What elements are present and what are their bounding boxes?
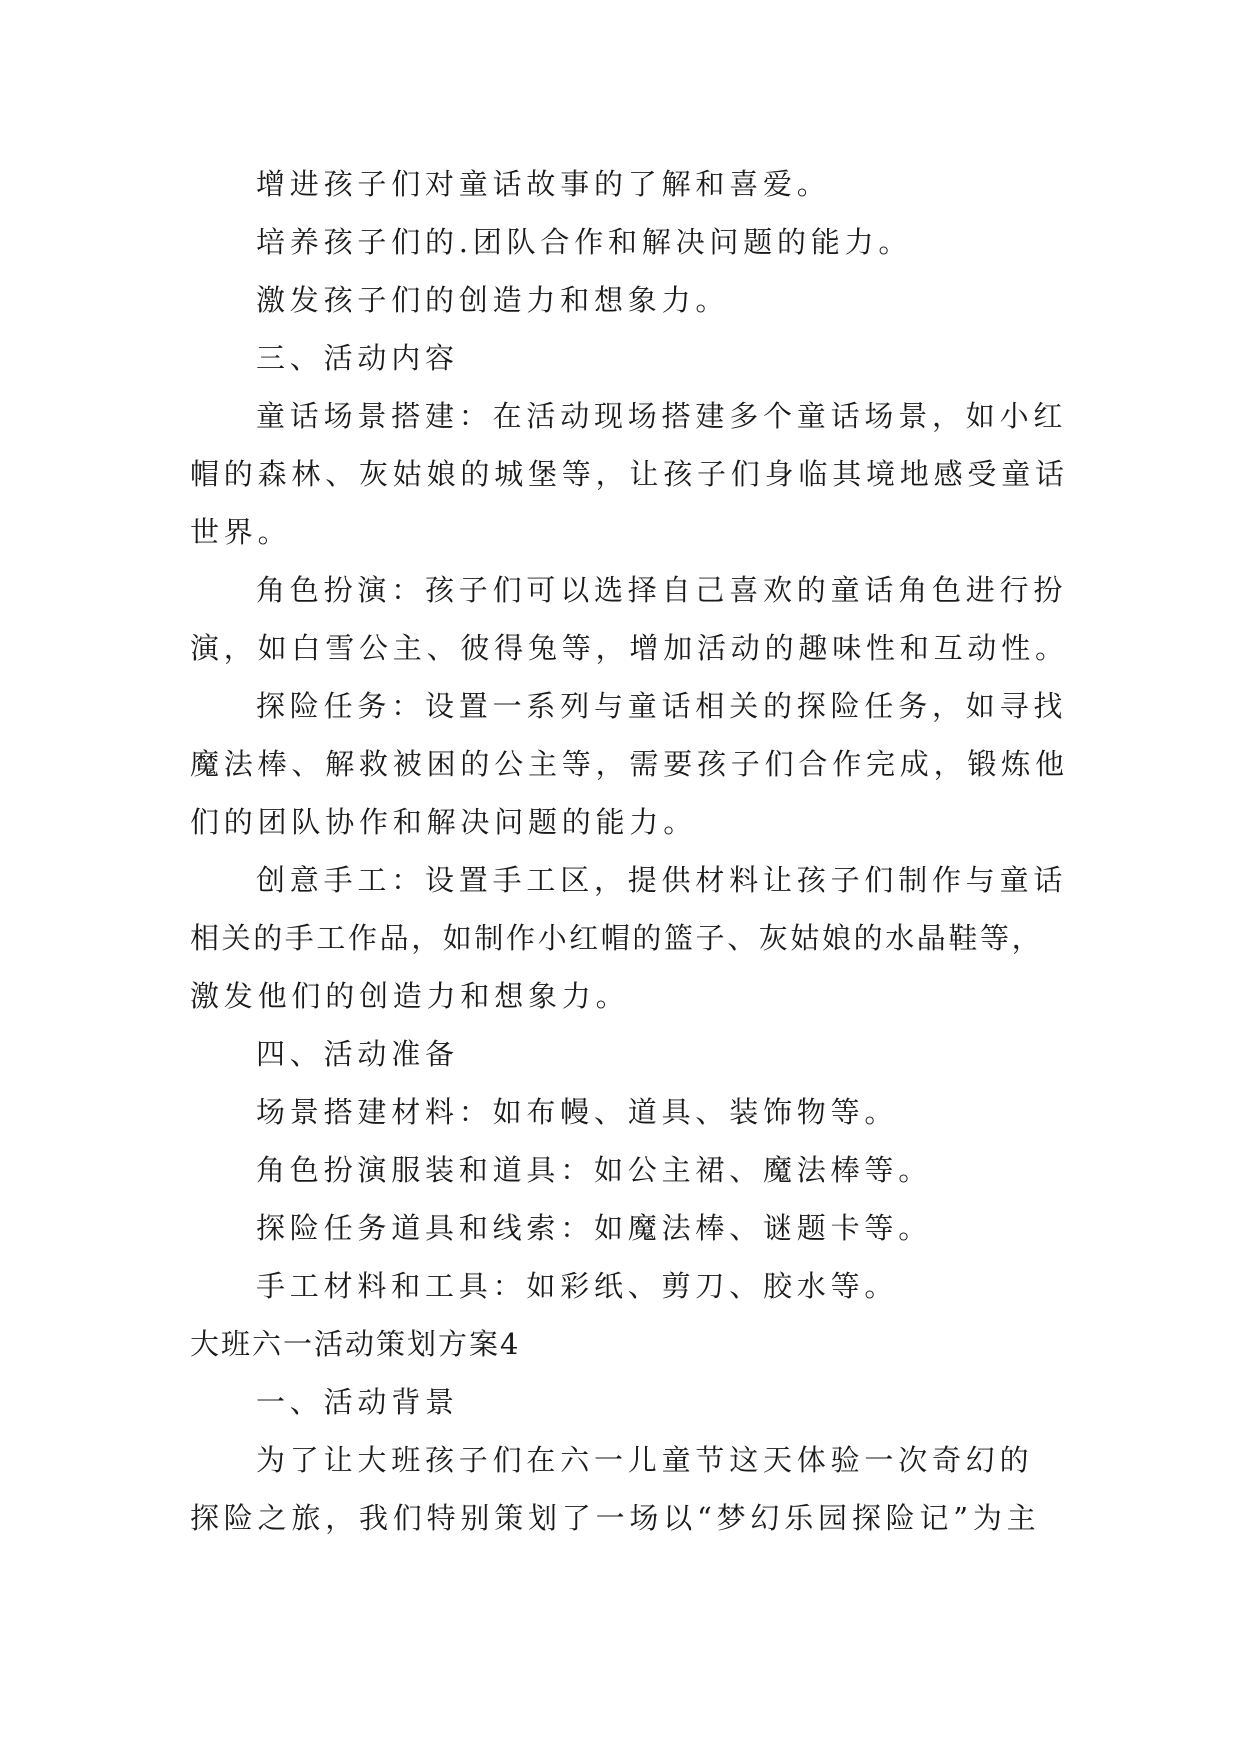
paragraph-line: 培养孩子们的.团队合作和解决问题的能力。 bbox=[256, 225, 913, 259]
paragraph-line: 探险任务道具和线索：如魔法棒、谜题卡等。 bbox=[256, 1211, 933, 1245]
paragraph-line: 手工材料和工具：如彩纸、剪刀、胶水等。 bbox=[256, 1269, 899, 1303]
paragraph-line: 相关的手工作品，如制作小红帽的篮子、灰姑娘的水晶鞋等， bbox=[190, 921, 1044, 955]
paragraph-line: 激发他们的创造力和想象力。 bbox=[190, 979, 630, 1013]
paragraph-line: 角色扮演：孩子们可以选择自己喜欢的童话角色进行扮 bbox=[256, 573, 1068, 607]
paragraph-line: 角色扮演服装和道具：如公主裙、魔法棒等。 bbox=[256, 1153, 933, 1187]
paragraph-line: 激发孩子们的创造力和想象力。 bbox=[256, 283, 730, 317]
paragraph-line: 们的团队协作和解决问题的能力。 bbox=[190, 805, 698, 839]
paragraph-line: 场景搭建材料：如布幔、道具、装饰物等。 bbox=[256, 1095, 899, 1129]
paragraph-line: 演，如白雪公主、彼得兔等，增加活动的趣味性和互动性。 bbox=[190, 631, 1069, 665]
document-title: 大班六一活动策划方案4 bbox=[190, 1327, 521, 1361]
paragraph-line: 探险任务：设置一系列与童话相关的探险任务，如寻找 bbox=[256, 689, 1068, 723]
section-heading: 四、活动准备 bbox=[256, 1037, 459, 1071]
paragraph-line: 创意手工：设置手工区，提供材料让孩子们制作与童话 bbox=[256, 863, 1068, 897]
paragraph-line: 探险之旅，我们特别策划了一场以“梦幻乐园探险记”为主 bbox=[190, 1501, 1041, 1535]
paragraph-line: 为了让大班孩子们在六一儿童节这天体验一次奇幻的 bbox=[256, 1443, 1034, 1477]
paragraph-line: 童话场景搭建：在活动现场搭建多个童话场景，如小红 bbox=[256, 399, 1068, 433]
paragraph-line: 世界。 bbox=[190, 515, 292, 549]
section-heading: 三、活动内容 bbox=[256, 341, 459, 375]
paragraph-line: 增进孩子们对童话故事的了解和喜爱。 bbox=[256, 167, 831, 201]
paragraph-line: 魔法棒、解救被困的公主等，需要孩子们合作完成，锻炼他 bbox=[190, 747, 1069, 781]
paragraph-line: 帽的森林、灰姑娘的城堡等，让孩子们身临其境地感受童话 bbox=[190, 457, 1069, 491]
section-heading: 一、活动背景 bbox=[256, 1385, 459, 1419]
